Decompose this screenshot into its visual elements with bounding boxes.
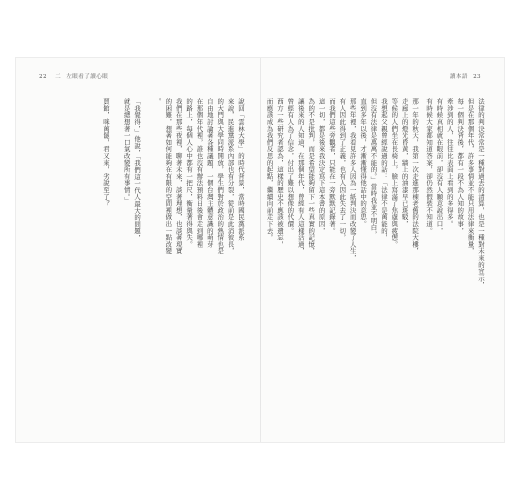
right-text-column: 那些年裡，我看見許多人因為一紙判決而改變了人生， — [348, 98, 357, 262]
left-text-column: 的困難，想著如何能夠在有限的空間裡做出一點改變 — [164, 98, 173, 255]
left-page-body — [36, 98, 244, 418]
left-text-column: 的大門與大學同時開放，學生們對於政治的熱情也是 — [216, 98, 225, 255]
book-spread — [16, 58, 504, 442]
right-page-body — [265, 98, 485, 418]
right-text-column: 走廊上的燈光昏黃，牆上的油漆早已斑駁， — [400, 98, 409, 228]
right-text-column: 而我們這些旁觀者，只能在一旁默默記錄著。 — [327, 98, 336, 234]
right-text-column: 這一切，都是後來我決定寫下這本書的原因， — [317, 98, 326, 234]
right-text-column: 我想起父親曾經說過的話：「法律不是萬能的， — [379, 98, 388, 241]
right-text-column: 直到多年以後，才漸漸懂得他話中的意思。 — [359, 98, 368, 228]
left-text-column: 在那個年代裡，誰也沒有辦法預料日後會走到哪裡 — [195, 98, 204, 248]
left-text-column: 來說，民進黨派系內部也有分裂，從前是此消彼長， — [226, 98, 235, 255]
right-text-column: 有人因此得到了正義，也有人因此失去了一切， — [338, 98, 347, 241]
left-text-column: 自由地討論著各種議題，一個台灣主體意識的萌芽 — [205, 98, 214, 248]
left-text-column: 就是總想著一口氣改變所有事情。」 — [122, 98, 131, 204]
left-running-header — [36, 72, 108, 80]
right-text-column: 每一個判決背後，都有一段不為人知的故事， — [456, 98, 465, 234]
left-running-title: 左眼看了讀心眼 — [66, 74, 109, 80]
right-text-column: 牽涉到的人，往往比表面上看到的多得多。 — [445, 98, 454, 228]
right-text-column: 但是在那個年代，許多事情並不能只用法律來衡量， — [466, 98, 475, 255]
right-text-column: 西方一些研究者認為，這樣的歷史不應該被遺忘， — [275, 98, 284, 248]
right-page-number: 23 — [473, 74, 481, 80]
right-text-column: 但沒有法律是萬萬不能的。」當時我並不明白， — [369, 98, 378, 238]
left-text-column: 。 — [153, 98, 162, 105]
left-page-number: 22 — [39, 74, 47, 80]
right-text-column: 那一年的秋天，我第一次走進那棟老舊的法院大樓， — [411, 98, 420, 255]
right-text-column: 曾經有人為了信念，付出了難以想像的代價。 — [286, 98, 295, 234]
right-text-column: 有時候大家都知道答案，卻仍然假裝不知道。 — [425, 98, 434, 234]
right-text-column: 為的不是批判，而是希望能夠留下一些真實的記憶， — [307, 98, 316, 255]
left-text-column: 「我覺得，」他說，「我們這一代人最大的問題， — [133, 98, 142, 242]
left-text-column — [144, 98, 151, 418]
right-running-header — [450, 72, 484, 80]
right-text-column: 讓後來的人知道，在那個年代，曾經有人這樣活過， — [296, 98, 305, 255]
left-text-column: 的路上，每個人心中都有一把尺，衡量著得與失。 — [185, 98, 194, 248]
book-gutter — [260, 58, 261, 442]
right-text-column: 法律的判決常常是一種對過去的清算，也是一種對未來的宣示， — [477, 98, 485, 289]
left-chapter-number: 二 — [55, 74, 62, 80]
left-text-column: 說回「雲林大學」的時代背景，當時國民黨派系 — [237, 98, 245, 241]
right-text-column: 等候的人們坐在長椅上，臉上寫滿了焦慮與疲憊。 — [390, 98, 399, 248]
left-text-column: 賈館，咪萬罷，君又來，劣說至了？ — [101, 98, 110, 207]
left-text-column: 我們在那些夜裡，聊著未來，談著理想，也談著現實 — [174, 98, 183, 255]
right-running-title: 讀本語 — [449, 74, 468, 80]
right-text-column: 有時候真相就在眼前，卻沒有人願意說出口， — [435, 98, 444, 234]
right-text-column: 而應該成為我們反思的起點，繼續向前走下去。 — [265, 98, 274, 241]
left-text-column — [113, 98, 120, 418]
